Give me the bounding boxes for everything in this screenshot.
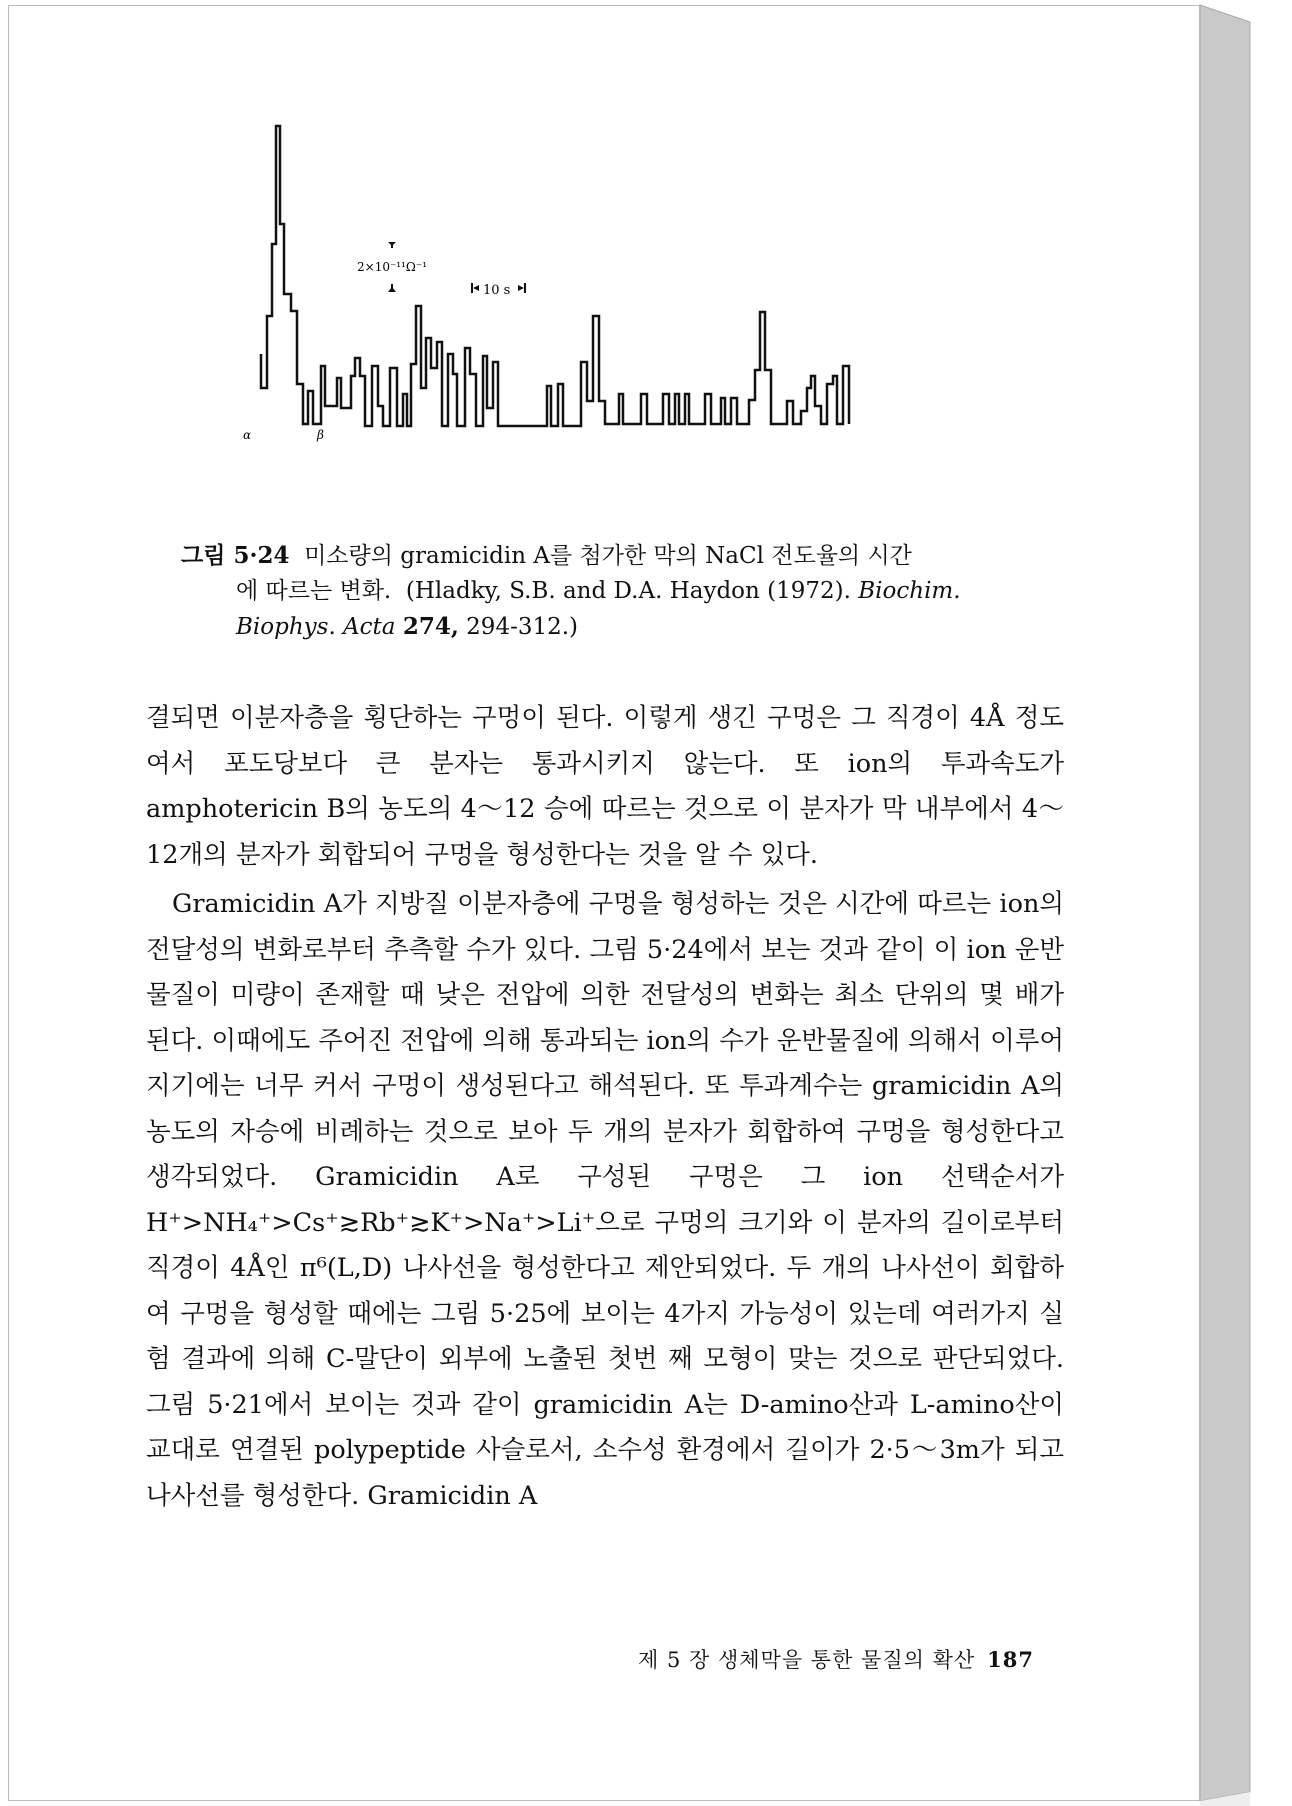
- book-spine-edge: [1200, 0, 1292, 1806]
- chapter-title: 제 5 장 생체막을 통한 물질의 확산: [638, 1648, 976, 1672]
- figure-number: 그림 5·24: [181, 542, 290, 569]
- alpha-label: α: [243, 428, 252, 442]
- caption-line1-text: 미소량의 gramicidin A를 첨가한 막의 NaCl 전도율의 시간: [304, 543, 912, 569]
- caption-reference: (Hladky, S.B. and D.A. Haydon (1972).: [405, 578, 851, 604]
- caption-volume: 274,: [402, 613, 459, 640]
- caption-pages: 294-312.): [466, 614, 579, 640]
- caption-line-2: [181, 574, 1031, 609]
- beta-label: β: [317, 428, 324, 442]
- page-number: 187: [987, 1647, 1034, 1672]
- paragraph-1: 결되면 이분자층을 횡단하는 구멍이 된다. 이렇게 생긴 구멍은 그 직경이 4Å 정도여서 포도당보다 큰 분자는 통과시키지 않는다. 또 ion의 투과속도가 amphotericin B의 농도의 4～12 승에 따르는 것으로 이 분자가 막 내부에서 4～12개의 분자가 회합되어 구멍을 형성한다는 것을 알 수 있다.: [146, 703, 1064, 870]
- caption-line-1: [181, 538, 1031, 574]
- caption-journal-1: Biochim.: [858, 578, 961, 604]
- body-text: [146, 696, 1064, 1519]
- conductance-trace-figure: [243, 126, 945, 516]
- caption-line2-korean: 에 따르는 변화.: [236, 578, 392, 604]
- conductance-trace-line: [261, 126, 849, 426]
- page-footer: [594, 1644, 1034, 1674]
- caption-journal-2: Biophys. Acta: [236, 614, 396, 640]
- paragraph-2: Gramicidin A가 지방질 이분자층에 구멍을 형성하는 것은 시간에 따르는 ion의 전달성의 변화로부터 추측할 수가 있다. 그림 5·24에서 보는 것과 같이 이 ion 운반물질이 미량이 존재할 때 낮은 전압에 의한 전달성의 변화는 최소 단위의 몇 배가 된다. 이때에도 주어진 전압에 의해 통과되는 ion의 수가 운반물질에 의해서 이루어지기에는 너무 커서 구멍이 생성된다고 해석된다. 또 투과계수는 gramicidin A의 농도의 자승에 비례하는 것으로 보아 두 개의 분자가 회합하여 구멍을 형성한다고 생각되었다. Gramicidin A로 구성된 구멍은 그 ion 선택순서가 H⁺>NH₄⁺>Cs⁺≳Rb⁺≳K⁺>Na⁺>Li⁺으로 구멍의 크기와 이 분자의 길이로부터 직경이 4Å인 π⁶(L,D) 나사선을 형성한다고 제안되었다. 두 개의 나사선이 회합하여 구멍을 형성할 때에는 그림 5·25에 보이는 4가지 가능성이 있는데 여러가지 실험 결과에 의해 C-말단이 외부에 노출된 첫번 째 모형이 맞는 것으로 판단되었다. 그림 5·21에서 보이는 것과 같이 gramicidin A는 D-amino산과 L-amino산이 교대로 연결된 polypeptide 사슬로서, 소수성 환경에서 길이가 2·5～3m가 되고 나사선를 형성한다. Gramicidin A: [146, 889, 1064, 1511]
- caption-line-3: [181, 609, 1031, 645]
- figure-caption: [181, 538, 1031, 645]
- scale-label: 2×10⁻¹¹Ω⁻¹: [357, 260, 428, 274]
- time-label: 10 s: [483, 283, 511, 298]
- document-page: [8, 5, 1200, 1801]
